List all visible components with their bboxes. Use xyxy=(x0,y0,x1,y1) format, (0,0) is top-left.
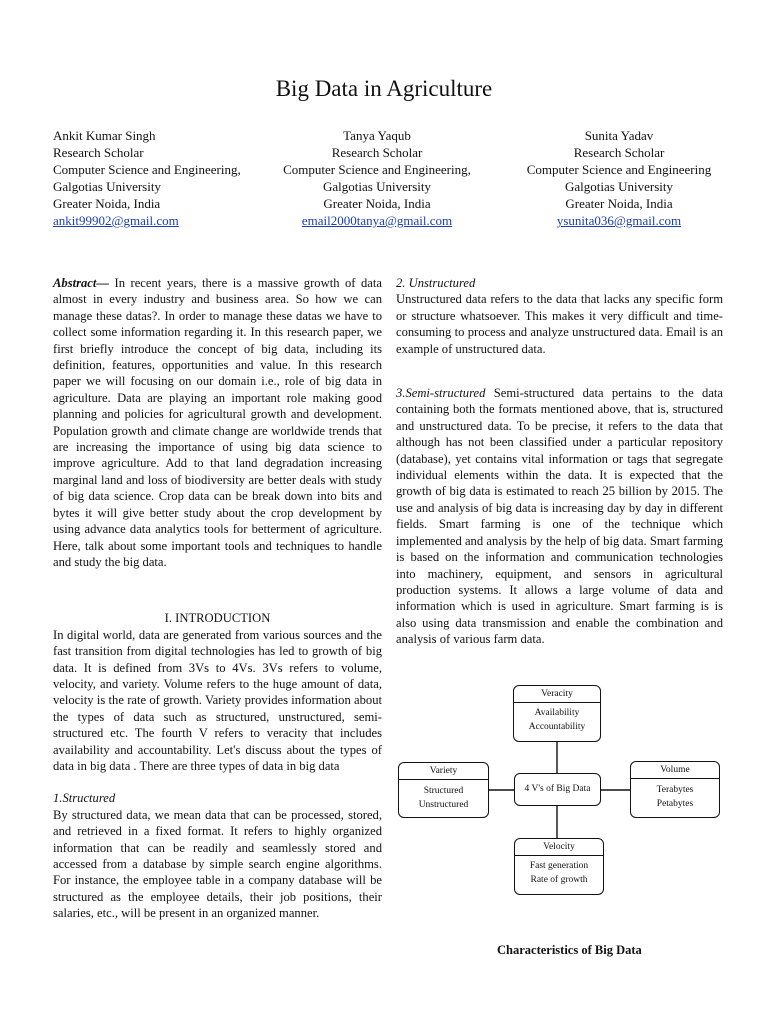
author-university: Galgotias University xyxy=(565,179,673,194)
author-email-link[interactable]: email2000tanya@gmail.com xyxy=(301,213,453,228)
introduction-text: In digital world, data are generated from various sources and the fast transition from digital technologies has led to growth of big data. It is defined from 3Vs to 4Vs. 3Vs refers to volume, velocity, and variety. Volume refers to the huge amount of data, velocity is the rate of growth. Variety provides information about the types of data such as structured, unstructured, semi- structured etc. The fourth V refers to veracity that includes availability and accountability. Let's discuss about the types of data in big data . There are three types of data in big data xyxy=(53,627,382,773)
velocity-title: Velocity xyxy=(515,839,603,856)
volume-item: Petabytes xyxy=(656,799,694,809)
author-city: Greater Noida, India xyxy=(53,196,161,211)
introduction-heading: I. INTRODUCTION xyxy=(164,611,271,626)
center-box xyxy=(514,773,601,806)
figure-caption: Characteristics of Big Data xyxy=(497,943,642,957)
variety-item: Unstructured xyxy=(418,800,469,810)
author-name: Ankit Kumar Singh xyxy=(53,128,156,143)
structured-text: By structured data, we mean data that can be processed, stored, and retrieved in a fixed format. It refers to highly organized information that can be readily and seamlessly stored and accessed from a database by simple search engine algorithms. For instance, the employee table in a company database will be structured as the employee details, their job positions, their salaries, etc., will be present in an organized manner. xyxy=(53,807,382,921)
author-university: Galgotias University xyxy=(53,179,161,194)
variety-title: Variety xyxy=(399,763,488,780)
author-dept: Computer Science and Engineering, xyxy=(283,162,471,177)
unstructured-heading: 2. Unstructured xyxy=(396,276,476,290)
veracity-item: Accountability xyxy=(528,722,586,732)
center-label: 4 V's of Big Data xyxy=(524,784,591,794)
abstract-text: In recent years, there is a massive growth of data almost in every industry and business area. So how we can manage these datas?. In order to manage these datas we have to collect some information regarding it. In this research paper, we first briefly introduce the concept of big data, including its definition, features, opportunities and value. In this research paper we will focusing on our domain i.e., role of big data in agriculture. Data are playing an important role making good planning and policies for agricultural growth and development. Population growth and climate change are worldwide trends that are increasing the importance of using big data science to improve agriculture. Add to that land degradation increasing marginal land and loss of biodiversity are better deals with study of big data science. Crop data can be break down into bits and bytes it will give better study about the crop development by using advance data analytics tools for betterment of agriculture. Here, talk about some important tools and techniques to handle and study the big data. xyxy=(53,276,382,569)
velocity-box xyxy=(514,838,604,895)
author-role: Research Scholar xyxy=(573,145,665,160)
veracity-item: Availability xyxy=(534,708,580,718)
author-email-link[interactable]: ankit99902@gmail.com xyxy=(53,213,179,228)
semi-structured-text: Semi-structured data pertains to the data containing both the formats mentioned above, that is, structured and unstructured data. To be precise, it refers to the data that although has not been classified under a particular repository (database), yet contains vital information or tags that segregate individual elements within the data. It is expected that the growth of big data is estimated to reach 25 billion by 2015. The use and analysis of big data is increasing day by day in different fields. Smart farming is one of the technique which implemented and analysis by the help of big data. Smart farming is based on the information and communication technologies into machinery, equipment, and sensors in agricultural production systems. It allows a large volume of data and information which is used in agriculture. Smart farming is is also using data transmission and enable the combination and analysis of various farm data. xyxy=(396,386,723,647)
author-dept: Computer Science and Engineering xyxy=(526,162,712,177)
author-university: Galgotias University xyxy=(323,179,431,194)
volume-title: Volume xyxy=(631,762,719,779)
author-name: Sunita Yadav xyxy=(584,128,654,143)
variety-box xyxy=(398,762,489,818)
veracity-box xyxy=(513,685,601,742)
structured-heading: 1.Structured xyxy=(53,791,116,806)
velocity-item: Rate of growth xyxy=(530,875,588,885)
volume-box xyxy=(630,761,720,818)
paper-title: Big Data in Agriculture xyxy=(275,76,493,101)
author-email-link[interactable]: ysunita036@gmail.com xyxy=(556,213,682,228)
author-city: Greater Noida, India xyxy=(323,196,431,211)
author-role: Research Scholar xyxy=(331,145,423,160)
author-name: Tanya Yaqub xyxy=(343,128,411,143)
author-dept: Computer Science and Engineering, xyxy=(53,162,241,177)
veracity-title: Veracity xyxy=(514,686,600,703)
semi-structured-heading: 3.Semi-structured xyxy=(396,386,486,401)
author-role: Research Scholar xyxy=(53,145,144,160)
author-city: Greater Noida, India xyxy=(565,196,673,211)
volume-item: Terabytes xyxy=(656,785,694,795)
velocity-item: Fast generation xyxy=(529,861,589,871)
unstructured-text: Unstructured data refers to the data that lacks any specific form or structure whatsoever. This makes it very difficult and time-consuming to process and analyze unstructured data. Email is an example of unstructured data. xyxy=(396,292,723,356)
variety-item: Structured xyxy=(423,786,464,796)
abstract-label: Abstract— xyxy=(53,276,109,290)
